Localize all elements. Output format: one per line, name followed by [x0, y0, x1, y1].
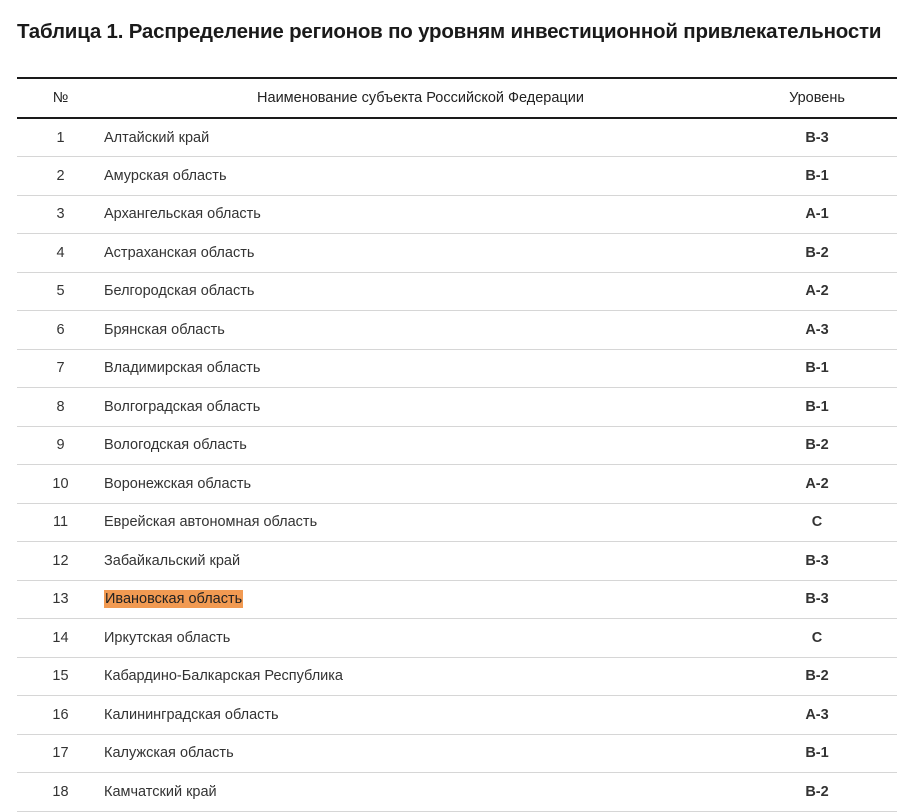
regions-table	[17, 77, 897, 812]
row-num: 11	[17, 503, 104, 542]
row-name: Астраханская область	[104, 234, 737, 273]
row-num: 4	[17, 234, 104, 273]
row-name: Брянская область	[104, 311, 737, 350]
table-body	[17, 118, 897, 811]
table-row	[17, 619, 897, 658]
row-name: Волгоградская область	[104, 388, 737, 427]
header-level: Уровень	[737, 78, 897, 118]
table-row	[17, 657, 897, 696]
highlighted-region-name: Ивановская область	[105, 591, 243, 608]
row-num: 14	[17, 619, 104, 658]
table-row	[17, 734, 897, 773]
row-level: A-3	[737, 696, 897, 735]
header-row	[17, 78, 897, 118]
row-num: 13	[17, 580, 104, 619]
table-row	[17, 465, 897, 504]
row-level: B-3	[737, 580, 897, 619]
table-row	[17, 234, 897, 273]
row-level: A-2	[737, 272, 897, 311]
table-row	[17, 503, 897, 542]
row-level: B-2	[737, 657, 897, 696]
table-row	[17, 272, 897, 311]
table-row-highlighted	[17, 580, 897, 619]
row-num: 7	[17, 349, 104, 388]
row-num: 15	[17, 657, 104, 696]
row-num: 6	[17, 311, 104, 350]
row-num: 12	[17, 542, 104, 581]
row-level: A-1	[737, 195, 897, 234]
row-level: B-1	[737, 734, 897, 773]
row-num: 1	[17, 118, 104, 157]
row-num: 18	[17, 773, 104, 812]
table-row	[17, 773, 897, 812]
row-name: Архангельская область	[104, 195, 737, 234]
row-name	[104, 580, 737, 619]
row-name: Забайкальский край	[104, 542, 737, 581]
row-name: Амурская область	[104, 157, 737, 196]
table-row	[17, 311, 897, 350]
row-num: 8	[17, 388, 104, 427]
row-level: B-3	[737, 542, 897, 581]
row-level: A-3	[737, 311, 897, 350]
row-level: B-2	[737, 426, 897, 465]
row-name: Алтайский край	[104, 118, 737, 157]
row-level: B-3	[737, 118, 897, 157]
table-row	[17, 118, 897, 157]
row-num: 9	[17, 426, 104, 465]
table-row	[17, 426, 897, 465]
table-row	[17, 195, 897, 234]
row-level: B-1	[737, 157, 897, 196]
row-name: Кабардино-Балкарская Республика	[104, 657, 737, 696]
table-row	[17, 157, 897, 196]
row-num: 17	[17, 734, 104, 773]
row-name: Еврейская автономная область	[104, 503, 737, 542]
header-num: №	[17, 78, 104, 118]
row-name: Калужская область	[104, 734, 737, 773]
table-row	[17, 696, 897, 735]
row-name: Владимирская область	[104, 349, 737, 388]
row-name: Калининградская область	[104, 696, 737, 735]
row-num: 3	[17, 195, 104, 234]
row-name: Вологодская область	[104, 426, 737, 465]
row-level: B-1	[737, 388, 897, 427]
row-num: 5	[17, 272, 104, 311]
table-header	[17, 78, 897, 118]
row-level: B-2	[737, 234, 897, 273]
row-num: 10	[17, 465, 104, 504]
table-row	[17, 388, 897, 427]
row-level: A-2	[737, 465, 897, 504]
row-level: C	[737, 619, 897, 658]
table-row	[17, 349, 897, 388]
row-name: Белгородская область	[104, 272, 737, 311]
header-name: Наименование субъекта Российской Федерации	[104, 78, 737, 118]
row-level: B-2	[737, 773, 897, 812]
row-name: Воронежская область	[104, 465, 737, 504]
row-name: Камчатский край	[104, 773, 737, 812]
row-level: C	[737, 503, 897, 542]
row-level: B-1	[737, 349, 897, 388]
row-name: Иркутская область	[104, 619, 737, 658]
row-num: 16	[17, 696, 104, 735]
row-num: 2	[17, 157, 104, 196]
table-title: Таблица 1. Распределение регионов по уровням инвестиционной привлекательности	[17, 20, 882, 43]
table-row	[17, 542, 897, 581]
